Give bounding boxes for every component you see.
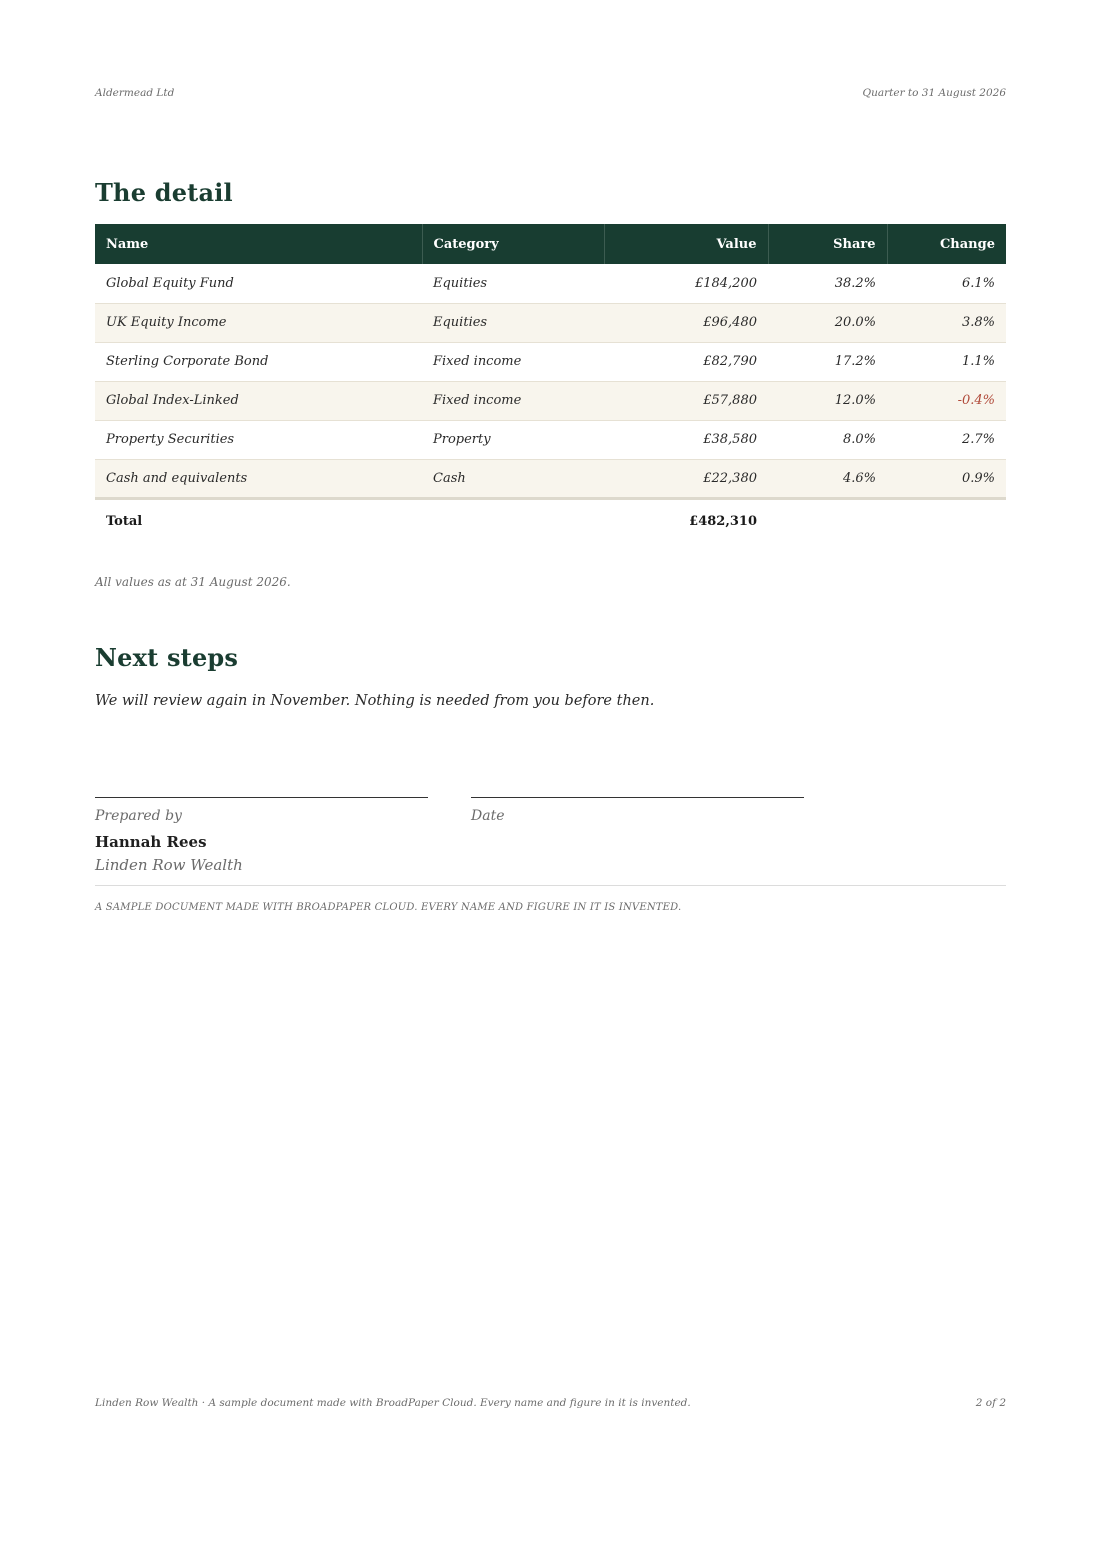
- column-header-value: Value: [604, 224, 768, 264]
- column-header-change: Change: [887, 224, 1006, 264]
- holdings-table: [95, 224, 1006, 544]
- cell-change: 3.8%: [887, 303, 1006, 342]
- table-row: [95, 342, 1006, 381]
- cell-change: 6.1%: [887, 264, 1006, 303]
- section-title-detail: The detail: [95, 178, 233, 207]
- signature-line-prepared: [95, 797, 428, 798]
- cell-name: Cash and equivalents: [95, 459, 422, 498]
- cell-share: 8.0%: [768, 420, 887, 459]
- cell-category: Fixed income: [422, 342, 604, 381]
- total-empty-change: [887, 498, 1006, 544]
- running-header: [95, 87, 1006, 99]
- column-header-category: Category: [422, 224, 604, 264]
- next-steps-text: We will review again in November. Nothing is needed from you before then.: [95, 693, 655, 709]
- total-empty-share: [768, 498, 887, 544]
- header-company: Aldermead Ltd: [95, 87, 175, 99]
- divider: [95, 885, 1006, 886]
- cell-category: Equities: [422, 264, 604, 303]
- total-value: £482,310: [689, 514, 757, 530]
- column-header-share: Share: [768, 224, 887, 264]
- cell-category: Fixed income: [422, 381, 604, 420]
- cell-share: 38.2%: [768, 264, 887, 303]
- cell-value: £22,380: [604, 459, 768, 498]
- cell-name: Global Index-Linked: [95, 381, 422, 420]
- disclaimer: A SAMPLE DOCUMENT MADE WITH BROADPAPER CLOUD. EVERY NAME AND FIGURE IN IT IS INVENTED.: [95, 902, 682, 913]
- total-label: Total: [106, 514, 143, 530]
- values-note: All values as at 31 August 2026.: [95, 575, 291, 589]
- table-row: [95, 420, 1006, 459]
- table-row: [95, 303, 1006, 342]
- running-footer: [95, 1397, 1006, 1409]
- cell-name: Property Securities: [95, 420, 422, 459]
- signatory-firm: Linden Row Wealth: [95, 856, 243, 874]
- section-title-next-steps: Next steps: [95, 643, 239, 672]
- header-period: Quarter to 31 August 2026: [862, 87, 1006, 99]
- table-row: [95, 459, 1006, 498]
- cell-value: £57,880: [604, 381, 768, 420]
- cell-share: 20.0%: [768, 303, 887, 342]
- cell-name: Sterling Corporate Bond: [95, 342, 422, 381]
- cell-value: £96,480: [604, 303, 768, 342]
- column-header-name: Name: [95, 224, 422, 264]
- cell-name: Global Equity Fund: [95, 264, 422, 303]
- cell-value: £184,200: [604, 264, 768, 303]
- date-label: Date: [471, 808, 505, 824]
- cell-category: Cash: [422, 459, 604, 498]
- table-row: [95, 264, 1006, 303]
- total-row: [95, 498, 1006, 544]
- cell-category: Property: [422, 420, 604, 459]
- table-header-row: [95, 224, 1006, 264]
- cell-share: 4.6%: [768, 459, 887, 498]
- cell-change: 1.1%: [887, 342, 1006, 381]
- signatory-name: Hannah Rees: [95, 833, 207, 851]
- cell-category: Equities: [422, 303, 604, 342]
- page-number: 2 of 2: [975, 1397, 1006, 1409]
- cell-value: £82,790: [604, 342, 768, 381]
- cell-change-negative: -0.4%: [887, 381, 1006, 420]
- table-row: [95, 381, 1006, 420]
- footer-text: Linden Row Wealth · A sample document made with BroadPaper Cloud. Every name and figure in it is invented.: [95, 1397, 691, 1409]
- signature-line-date: [471, 797, 804, 798]
- total-empty-category: [422, 498, 604, 544]
- cell-value: £38,580: [604, 420, 768, 459]
- cell-change: 0.9%: [887, 459, 1006, 498]
- prepared-by-label: Prepared by: [95, 808, 182, 824]
- cell-share: 17.2%: [768, 342, 887, 381]
- cell-share: 12.0%: [768, 381, 887, 420]
- cell-change: 2.7%: [887, 420, 1006, 459]
- cell-name: UK Equity Income: [95, 303, 422, 342]
